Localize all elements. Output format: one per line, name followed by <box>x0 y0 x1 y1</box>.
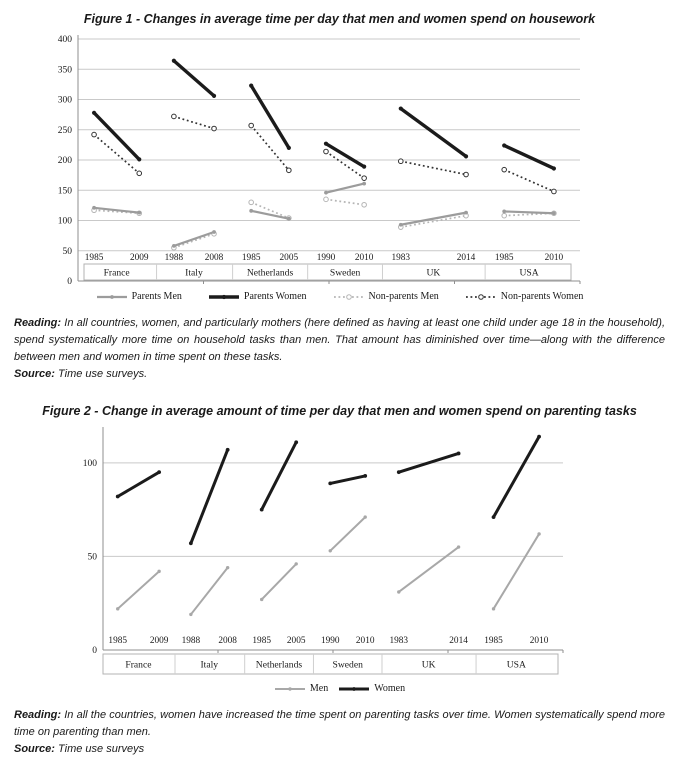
data-marker-parents-women <box>502 144 506 148</box>
legend-marker-non-parents-men <box>346 294 351 299</box>
data-marker-women <box>226 448 230 452</box>
data-marker-parents-women <box>287 146 291 150</box>
data-marker-parents-men <box>464 211 468 215</box>
year-label: 2005 <box>286 636 306 647</box>
year-label: 2010 <box>544 253 564 264</box>
legend-swatch-non-parents-women <box>465 292 497 302</box>
figure2-source-text: Time use surveys <box>58 743 145 756</box>
series-line-non-parents-men <box>174 234 214 248</box>
legend-swatch-parents-women <box>208 292 240 302</box>
data-marker-non-parents-women <box>398 159 403 164</box>
data-marker-parents-women <box>172 59 176 63</box>
series-line-non-parents-men <box>401 216 466 227</box>
data-marker-women <box>457 452 461 456</box>
year-label: 1990 <box>320 636 340 647</box>
legend-swatch-women <box>338 684 370 694</box>
data-marker-non-parents-men <box>324 197 329 202</box>
figure2-title: Figure 2 - Change in average amount of time per day that men and women spend on parenting tasks <box>42 403 637 418</box>
legend-label-parents-women: Parents Women <box>243 291 307 303</box>
data-marker-non-parents-women <box>287 168 292 173</box>
data-marker-non-parents-women <box>92 133 97 138</box>
data-marker-women <box>328 482 332 486</box>
data-marker-parents-men <box>552 212 556 216</box>
year-label: 1990 <box>316 253 336 264</box>
data-marker-women <box>363 474 367 478</box>
figure-1-section <box>14 11 665 383</box>
y-tick-label: 50 <box>87 552 97 563</box>
figure2-reading-label: Reading: <box>14 709 62 722</box>
y-tick-label: 250 <box>57 126 72 137</box>
y-tick-label: 300 <box>57 95 72 106</box>
figure2-reading <box>14 707 665 741</box>
year-label: 2009 <box>149 636 169 647</box>
data-marker-non-parents-men <box>502 214 507 219</box>
data-marker-non-parents-women <box>552 189 557 194</box>
data-marker-parents-women <box>399 107 403 111</box>
data-marker-parents-men <box>324 191 328 195</box>
year-label: 1988 <box>164 253 184 264</box>
legend-label-non-parents-women: Non-parents Women <box>500 291 584 303</box>
data-marker-non-parents-women <box>464 172 469 177</box>
figure1-reading <box>14 315 665 366</box>
year-label: 1985 <box>84 253 104 264</box>
series-line-women <box>330 476 365 483</box>
legend-item-parents-men <box>96 291 182 302</box>
data-marker-women <box>189 541 193 545</box>
series-line-parents-men <box>504 212 554 214</box>
legend-item-non-parents-women <box>465 291 584 302</box>
data-marker-parents-women <box>324 142 328 146</box>
series-line-women <box>191 450 228 544</box>
data-marker-men <box>226 566 229 569</box>
country-label: France <box>103 267 130 279</box>
y-tick-label: 100 <box>57 216 72 227</box>
figure1-source-label: Source: <box>14 368 55 381</box>
legend-marker-parents-women <box>222 295 226 299</box>
y-tick-label: 350 <box>57 65 72 76</box>
figure2-reading-text: In all the countries, women have increased the time spent on parenting tasks over time. Women systematically spend more time on parenting than men. <box>14 709 665 739</box>
country-label: France <box>125 659 152 671</box>
data-marker-men <box>260 598 263 601</box>
y-tick-label: 50 <box>62 247 72 258</box>
country-label: Italy <box>200 659 219 671</box>
figure1-source <box>14 367 665 382</box>
series-line-parents-men <box>326 184 364 193</box>
figure1-reading-label: Reading: <box>14 317 62 330</box>
series-line-women <box>494 437 540 517</box>
data-marker-parents-women <box>92 111 96 115</box>
data-marker-parents-women <box>362 165 366 169</box>
legend-swatch-men <box>274 684 306 694</box>
series-line-parents-men <box>251 211 289 219</box>
legend-item-non-parents-men <box>333 291 439 302</box>
series-line-men <box>330 517 365 551</box>
country-label: Netherlands <box>255 659 303 671</box>
legend-swatch-non-parents-men <box>333 292 365 302</box>
year-label: 1983 <box>391 253 411 264</box>
series-line-parents-women <box>94 113 139 160</box>
y-tick-label: 400 <box>57 35 72 46</box>
figure1-source-text: Time use surveys. <box>58 368 148 381</box>
legend-swatch-parents-men <box>96 292 128 302</box>
legend-marker-women <box>352 687 356 691</box>
data-marker-non-parents-women <box>362 176 367 181</box>
series-line-parents-women <box>401 109 466 157</box>
data-marker-men <box>189 613 192 616</box>
series-line-parents-women <box>326 144 364 167</box>
legend-item-men <box>274 683 328 694</box>
data-marker-non-parents-women <box>502 168 507 173</box>
data-marker-non-parents-women <box>324 149 329 154</box>
data-marker-non-parents-women <box>137 171 142 176</box>
series-line-men <box>118 571 159 608</box>
y-tick-label: 0 <box>67 277 72 288</box>
country-label: UK <box>421 659 436 671</box>
data-marker-parents-women <box>249 84 253 88</box>
year-label: 2009 <box>129 253 149 264</box>
legend-marker-parents-men <box>110 295 114 299</box>
data-marker-parents-women <box>137 158 141 162</box>
country-band <box>103 654 558 674</box>
series-line-non-parents-women <box>401 161 466 174</box>
y-tick-label: 100 <box>82 459 97 470</box>
country-label: UK <box>426 267 441 279</box>
y-tick-label: 150 <box>57 186 72 197</box>
figure1-legend <box>14 291 665 302</box>
figure1-title: Figure 1 - Changes in average time per day that men and women spend on housework <box>83 12 596 26</box>
series-line-men <box>262 564 297 600</box>
data-marker-parents-men <box>137 211 141 215</box>
data-marker-women <box>260 508 264 512</box>
country-label: USA <box>519 267 539 279</box>
series-line-women <box>118 472 159 496</box>
data-marker-women <box>294 440 298 444</box>
legend-marker-men <box>288 687 291 690</box>
data-marker-women <box>492 515 496 519</box>
data-marker-parents-men <box>172 244 176 248</box>
figure2-source <box>14 742 665 757</box>
data-marker-parents-women <box>212 94 216 98</box>
series-line-non-parents-women <box>251 126 289 171</box>
year-label: 2008 <box>218 636 237 647</box>
year-label: 2014 <box>449 636 468 647</box>
legend-marker-non-parents-women <box>478 294 483 299</box>
data-marker-non-parents-women <box>249 123 254 128</box>
country-label: Italy <box>185 267 203 279</box>
year-label: 2014 <box>456 253 476 264</box>
series-line-parents-men <box>401 213 466 225</box>
year-label: 2008 <box>204 253 224 264</box>
series-line-men <box>494 534 540 609</box>
legend-label-men: Men <box>309 683 329 695</box>
figure2-plot <box>44 426 589 682</box>
year-label: 1985 <box>484 636 503 647</box>
year-label: 1985 <box>241 253 261 264</box>
data-marker-men <box>116 607 119 610</box>
series-line-parents-women <box>251 86 289 148</box>
data-marker-parents-men <box>212 230 216 234</box>
data-marker-men <box>329 549 332 552</box>
legend-label-parents-men: Parents Men <box>131 291 182 303</box>
figure-2-section <box>14 403 665 758</box>
series-line-parents-women <box>504 146 554 169</box>
year-label: 1985 <box>494 253 514 264</box>
data-marker-women <box>157 470 161 474</box>
data-marker-men <box>537 532 540 535</box>
year-label: 2010 <box>354 253 374 264</box>
legend-label-non-parents-men: Non-parents Men <box>368 291 439 303</box>
data-marker-parents-men <box>399 223 403 227</box>
y-tick-label: 0 <box>92 646 97 657</box>
year-label: 1983 <box>389 636 409 647</box>
data-marker-non-parents-men <box>362 203 367 208</box>
data-marker-parents-women <box>464 155 468 159</box>
series-line-women <box>262 442 297 509</box>
figure1-reading-text: In all countries, women, and particularly mothers (here defined as having at least one child under age 18 in the household), spend systematically more time on household tasks than men. That amount has diminished over time—along with the difference between men and women in time spent on these tasks. <box>14 317 666 364</box>
country-label: USA <box>506 659 526 671</box>
data-marker-women <box>537 435 541 439</box>
year-label: 1985 <box>108 636 128 647</box>
series-line-non-parents-women <box>504 170 554 192</box>
data-marker-parents-women <box>552 167 556 171</box>
data-marker-non-parents-women <box>172 114 177 119</box>
year-label: 2010 <box>355 636 375 647</box>
series-line-non-parents-women <box>174 117 214 129</box>
data-marker-men <box>295 562 298 565</box>
y-tick-label: 200 <box>57 156 72 167</box>
legend-item-parents-women <box>208 291 307 302</box>
country-label: Netherlands <box>246 267 294 279</box>
legend-item-women <box>338 683 405 694</box>
data-marker-non-parents-women <box>212 126 217 131</box>
data-marker-women <box>397 470 401 474</box>
data-marker-parents-men <box>287 217 291 221</box>
year-label: 2010 <box>529 636 549 647</box>
series-line-non-parents-men <box>326 200 364 205</box>
year-label: 1985 <box>252 636 271 647</box>
data-marker-parents-men <box>362 182 366 186</box>
series-line-men <box>399 547 459 592</box>
year-label: 1988 <box>181 636 201 647</box>
data-marker-women <box>116 495 120 499</box>
figure2-source-label: Source: <box>14 743 55 756</box>
legend-label-women: Women <box>374 683 406 695</box>
series-line-parents-men <box>174 232 214 246</box>
data-marker-parents-men <box>249 209 253 213</box>
series-line-parents-women <box>174 61 214 96</box>
year-label: 2005 <box>279 253 299 264</box>
data-marker-men <box>492 607 495 610</box>
data-marker-men <box>457 545 460 548</box>
country-label: Sweden <box>332 659 363 671</box>
data-marker-men <box>157 570 160 573</box>
data-marker-men <box>397 590 400 593</box>
data-marker-non-parents-men <box>249 200 254 205</box>
data-marker-parents-men <box>92 206 96 210</box>
figure2-legend <box>14 683 665 694</box>
country-label: Sweden <box>329 267 361 279</box>
figure1-plot <box>44 34 589 290</box>
data-marker-men <box>364 515 367 518</box>
data-marker-parents-men <box>502 210 506 214</box>
series-line-men <box>191 568 228 615</box>
